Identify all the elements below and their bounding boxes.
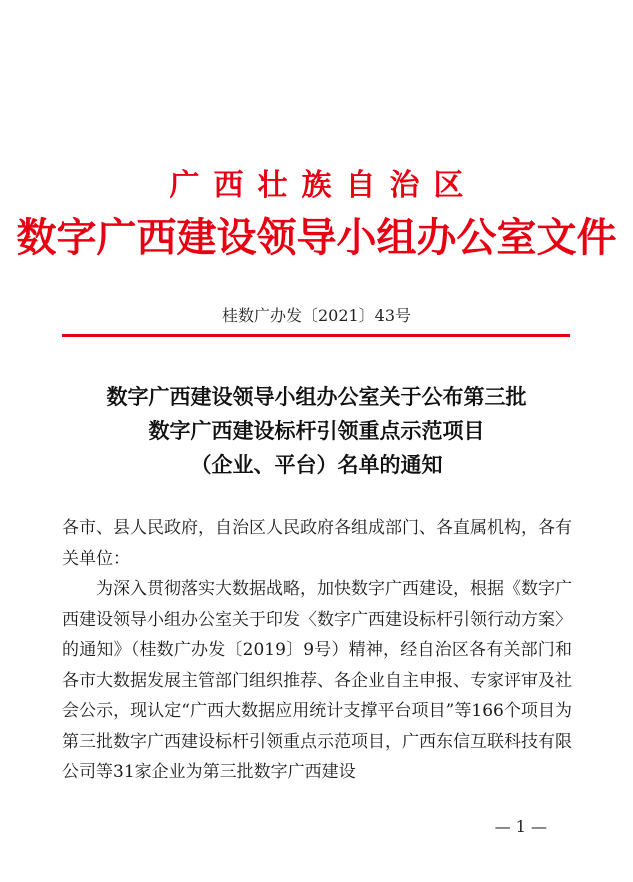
- document-body: [62, 513, 572, 788]
- title-line: （企业、平台）名单的通知: [190, 452, 443, 477]
- issuer-office-title: 数字广西建设领导小组办公室文件: [16, 214, 617, 261]
- page-number: — 1 —: [494, 817, 547, 836]
- issuer-region: 广西壮族自治区: [169, 168, 478, 203]
- title-line: 数字广西建设标杆引领重点示范项目: [148, 418, 485, 443]
- document-number: 桂数广办发〔2021〕43号: [221, 306, 412, 325]
- title-line: 数字广西建设领导小组办公室关于公布第三批: [106, 384, 527, 409]
- document-title: [40, 380, 593, 482]
- body-paragraph: 为深入贯彻落实大数据战略，加快数字广西建设，根据《数字广西建设领导小组办公室关于印发〈数字广西建设标杆引领行动方案〉的通知》（桂数广办发〔2019〕9号）精神，经自治区各有关部门和各市大数据发展主管部门组织推荐、各企业自主申报、专家评审及社会公示，现认定“广西大数据应用统计支撑平台项目”等166个项目为第三批数字广西建设标杆引领重点示范项目，广西东信互联科技有限公司等31家企业为第三批数字广西建设: [62, 579, 572, 782]
- addressee: 各市、县人民政府，自治区人民政府各组成部门、各直属机构，各有关单位：: [62, 518, 572, 569]
- red-divider-line: [62, 334, 570, 337]
